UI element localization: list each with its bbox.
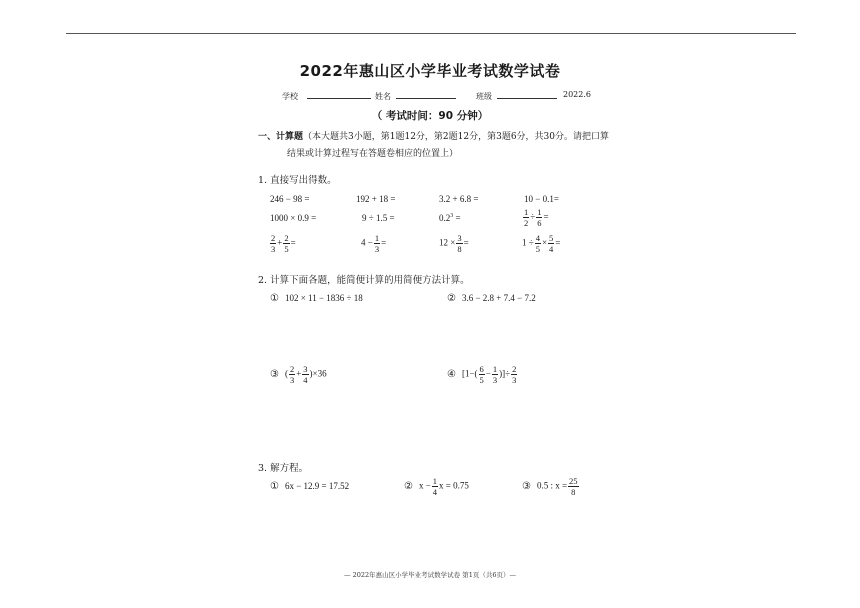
q1-item-g-base: 0.2 bbox=[439, 213, 451, 223]
section1-heading: 一、计算题 bbox=[258, 132, 304, 142]
q1-item-d: 10 − 0.1= bbox=[524, 194, 559, 204]
fraction: $\frac{6}{5}$ bbox=[479, 364, 484, 385]
q2-problem-4: ④ [1−( $\frac{6}{5}$ − $\frac{1}{3}$ )]÷ $\frac{2}{3}$ bbox=[447, 364, 517, 385]
exam-time: （ 考试时间：90 分钟） bbox=[371, 110, 489, 122]
q3-title: 3. 解方程。 bbox=[258, 463, 309, 474]
q1-item-g bbox=[439, 213, 461, 223]
q2-mark-3: ③ bbox=[270, 368, 279, 380]
q1-item-g-exp: 3 bbox=[450, 213, 454, 219]
q1-item-f: 9 ÷ 1.5 = bbox=[362, 213, 395, 223]
q2-mark-1: ① bbox=[270, 293, 279, 304]
q1-title: 1. 直接写出得数。 bbox=[258, 175, 337, 186]
q3-problem-3: ③ 0.5 : x = $\frac{25}{8}$ bbox=[522, 476, 578, 497]
q2-title: 2. 计算下面各题，能简便计算的用简便方法计算。 bbox=[258, 275, 470, 286]
fraction: $\frac{2}{5}$ bbox=[284, 233, 289, 254]
fraction: $\frac{2}{3}$ bbox=[289, 364, 295, 385]
fraction: $\frac{1}{3}$ bbox=[492, 364, 498, 385]
fraction: $\frac{1}{4}$ bbox=[432, 476, 438, 497]
q3-problem-1 bbox=[270, 481, 349, 492]
fraction: $\frac{1}{6}$ bbox=[537, 207, 542, 228]
q1-item-a: 246 − 98 = bbox=[270, 194, 310, 204]
fraction: $\frac{1}{2}$ bbox=[524, 207, 529, 228]
name-blank bbox=[396, 90, 456, 99]
fraction: $\frac{1}{3}$ bbox=[374, 233, 380, 254]
q1-item-j: 4 − $\frac{1}{3}$ = bbox=[361, 233, 387, 254]
school-blank bbox=[307, 90, 371, 99]
section1-desc-line2: 结果或计算过程写在答题卷相应的位置上） bbox=[287, 149, 459, 159]
q3-mark-3: ③ bbox=[522, 480, 531, 492]
q2-mark-2: ② bbox=[447, 293, 456, 304]
q3-mark-1: ① bbox=[270, 481, 279, 492]
fraction: $\frac{25}{8}$ bbox=[569, 476, 578, 497]
school-label: 学校 bbox=[282, 92, 298, 101]
q1-item-b: 192 + 18 = bbox=[356, 194, 396, 204]
school-field bbox=[282, 90, 371, 102]
q3-expr-1: 6x − 12.9 = 17.52 bbox=[284, 481, 350, 491]
fraction: $\frac{5}{4}$ bbox=[549, 233, 554, 254]
fraction: $\frac{3}{4}$ bbox=[303, 364, 308, 385]
name-field bbox=[375, 90, 456, 102]
q3-mark-2: ② bbox=[404, 480, 413, 492]
exam-title: 2022年惠山区小学毕业考试数学试卷 bbox=[299, 62, 561, 80]
fraction: $\frac{2}{3}$ bbox=[271, 233, 276, 254]
page-footer: — 2022年惠山区小学毕业考试数学试卷 第1页（共6页）— bbox=[344, 571, 516, 579]
name-label: 姓名 bbox=[375, 92, 391, 101]
q1-item-l: 1 ÷ $\frac{4}{5}$ × $\frac{5}{4}$ = bbox=[522, 233, 561, 254]
exam-date: 2022.6 bbox=[563, 90, 591, 99]
q1-item-g-eq: = bbox=[453, 213, 461, 223]
fraction: $\frac{2}{3}$ bbox=[512, 364, 517, 385]
q2-problem-1 bbox=[270, 293, 363, 304]
q2-problem-3: ③ ( $\frac{2}{3}$ + $\frac{3}{4}$ )×36 bbox=[270, 364, 327, 385]
q1-item-i: $\frac{2}{3}$ + $\frac{2}{5}$ = bbox=[271, 233, 296, 254]
section1-header bbox=[258, 128, 609, 146]
class-label: 班级 bbox=[476, 92, 492, 101]
class-blank bbox=[497, 90, 557, 99]
class-field bbox=[476, 90, 557, 102]
q2-mark-4: ④ bbox=[447, 368, 456, 380]
fraction: $\frac{3}{8}$ bbox=[457, 233, 462, 254]
top-rule bbox=[66, 33, 796, 34]
q1-item-c: 3.2 + 6.8 = bbox=[439, 194, 479, 204]
q2-expr-2: 3.6 − 2.8 + 7.4 − 7.2 bbox=[461, 293, 536, 303]
q3-problem-2: ② x − $\frac{1}{4}$ x = 0.75 bbox=[404, 476, 469, 497]
section1-desc-line1: （本大题共3小题，第1题12分，第2题12分，第3题6分，共30分。请把口算 bbox=[303, 132, 610, 142]
q1-item-e: 1000 × 0.9 = bbox=[270, 213, 317, 223]
fraction: $\frac{4}{5}$ bbox=[535, 233, 540, 254]
q2-expr-1: 102 × 11 − 1836 ÷ 18 bbox=[284, 293, 363, 303]
q1-item-k: 12 × $\frac{3}{8}$ = bbox=[439, 233, 469, 254]
q1-item-h: $\frac{1}{2}$ ÷ $\frac{1}{6}$ = bbox=[524, 207, 549, 228]
q2-problem-2 bbox=[447, 293, 536, 304]
